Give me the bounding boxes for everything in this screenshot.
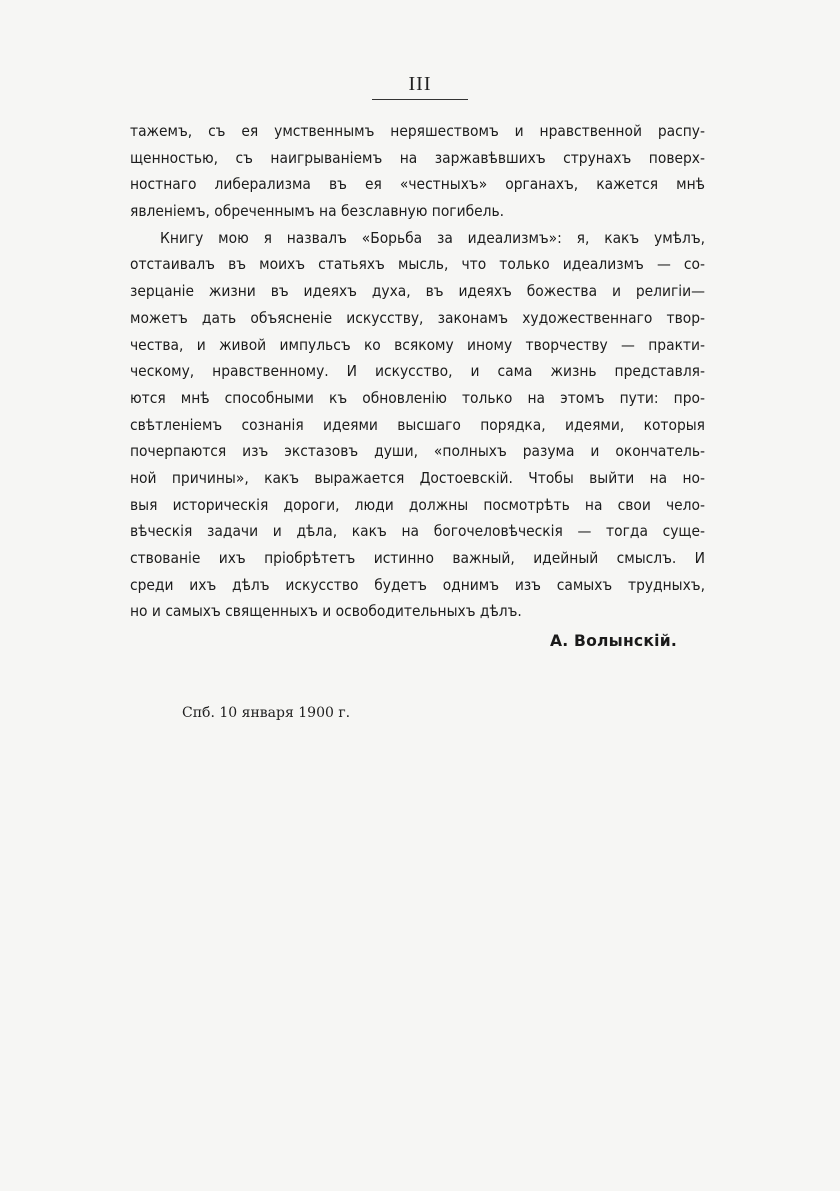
- text-line: ются мнѣ способными къ обновленію только на этомъ пути: про-: [130, 388, 705, 407]
- page-number: III: [408, 73, 432, 95]
- header-rule: [372, 99, 468, 100]
- text-line: тажемъ, съ ея умственнымъ неряшествомъ и нравственной распу-: [130, 122, 705, 140]
- paragraph-1: [130, 118, 705, 225]
- text-line: щенностью, съ наигрываніемъ на заржавѣвшихъ струнахъ поверх-: [130, 148, 705, 167]
- text-line: вѣческія задачи и дѣла, какъ на богочеловѣческія — тогда суще-: [130, 522, 705, 541]
- text-line: зерцаніе жизни въ идеяхъ духа, въ идеяхъ божества и религіи—: [130, 282, 705, 301]
- text-line: свѣтленіемъ сознанія идеями высшаго порядка, идеями, которыя: [130, 415, 705, 434]
- text-line: выя историческія дороги, люди должны посмотрѣть на свои чело-: [130, 495, 705, 514]
- text-line: ностнаго либерализма въ ея «честныхъ» органахъ, кажется мнѣ: [130, 175, 705, 194]
- text-line: ной причины», какъ выражается Достоевскій. Чтобы выйти на но-: [130, 468, 705, 487]
- text-line: явленіемъ, обреченнымъ на безславную погибель.: [130, 202, 505, 221]
- text-line: Книгу мою я назвалъ «Борьба за идеализмъ»: я, какъ умѣлъ,: [160, 228, 705, 247]
- dateline: Спб. 10 января 1900 г.: [182, 705, 351, 721]
- author-signature: А. Волынскій.: [550, 632, 677, 650]
- paragraph-2: [130, 225, 705, 625]
- body-text: [130, 118, 705, 625]
- text-line: ческому, нравственному. И искусство, и сама жизнь представля-: [130, 362, 705, 381]
- text-line: но и самыхъ священныхъ и освободительныхъ дѣлъ.: [130, 602, 522, 621]
- text-line: среди ихъ дѣлъ искусство будетъ однимъ изъ самыхъ трудныхъ,: [130, 575, 705, 594]
- text-line: можетъ дать объясненіе искусству, законамъ художественнаго твор-: [130, 308, 705, 327]
- text-line: чества, и живой импульсъ ко всякому иному творчеству — практи-: [130, 335, 705, 354]
- text-line: почерпаются изъ экстазовъ души, «полныхъ разума и окончатель-: [130, 442, 705, 461]
- text-line: отстаивалъ въ моихъ статьяхъ мысль, что только идеализмъ — со-: [130, 255, 705, 274]
- text-line: ствованіе ихъ пріобрѣтетъ истинно важный, идейный смыслъ. И: [130, 549, 705, 567]
